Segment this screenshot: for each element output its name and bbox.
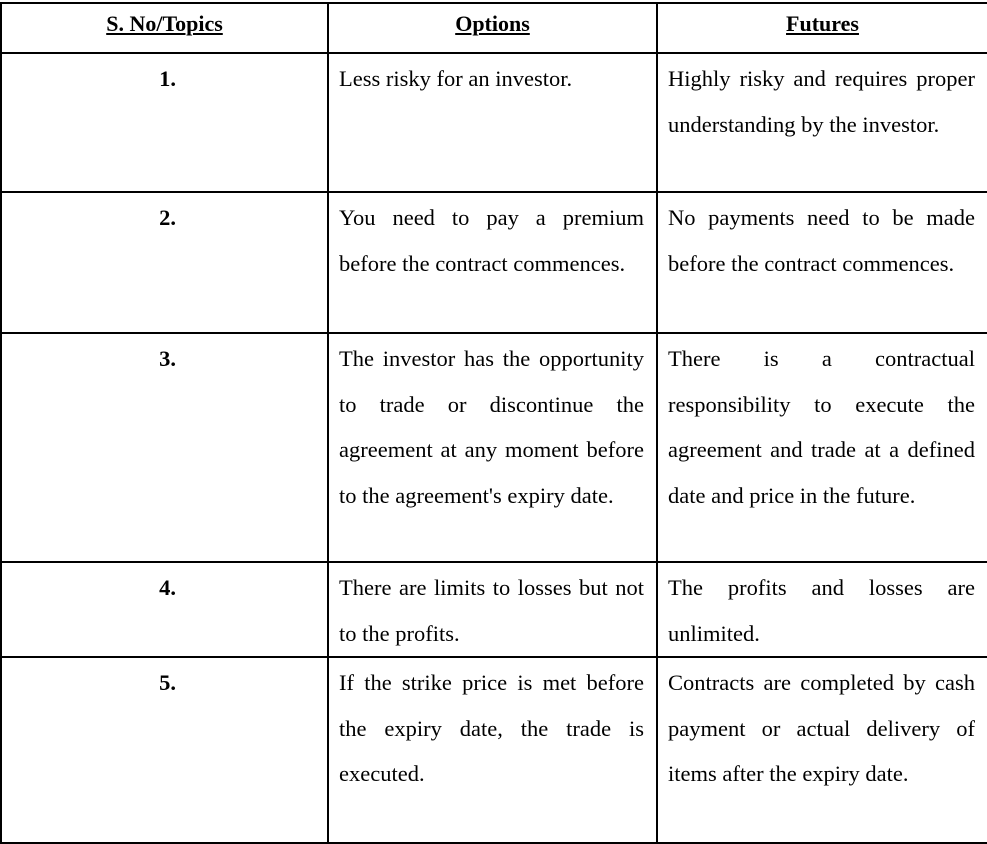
futures-cell: There is a contractual responsibility to execute the agreement and trade at a defined date and price in the future.: [657, 333, 987, 562]
options-cell: You need to pay a premium before the contract commences.: [328, 192, 657, 333]
options-cell: If the strike price is met before the expiry date, the trade is executed.: [328, 657, 657, 843]
row-number: 2.: [1, 192, 328, 333]
options-cell: The investor has the opportunity to trade or discontinue the agreement at any moment before to the agreement's expiry date.: [328, 333, 657, 562]
table-row: [1, 657, 987, 843]
header-options: Options: [328, 3, 657, 53]
comparison-table: [0, 2, 987, 844]
options-cell: There are limits to losses but not to the profits.: [328, 562, 657, 657]
futures-cell: The profits and losses are unlimited.: [657, 562, 987, 657]
row-number: 5.: [1, 657, 328, 843]
row-number: 1.: [1, 53, 328, 192]
futures-cell: Highly risky and requires proper understanding by the investor.: [657, 53, 987, 192]
futures-cell: Contracts are completed by cash payment or actual delivery of items after the expiry date.: [657, 657, 987, 843]
row-number: 3.: [1, 333, 328, 562]
table-row: [1, 562, 987, 657]
header-row: [1, 3, 987, 53]
options-cell: Less risky for an investor.: [328, 53, 657, 192]
table-row: [1, 192, 987, 333]
header-futures: Futures: [657, 3, 987, 53]
header-topics: S. No/Topics: [1, 3, 328, 53]
row-number: 4.: [1, 562, 328, 657]
table-row: [1, 53, 987, 192]
table-row: [1, 333, 987, 562]
futures-cell: No payments need to be made before the contract commences.: [657, 192, 987, 333]
